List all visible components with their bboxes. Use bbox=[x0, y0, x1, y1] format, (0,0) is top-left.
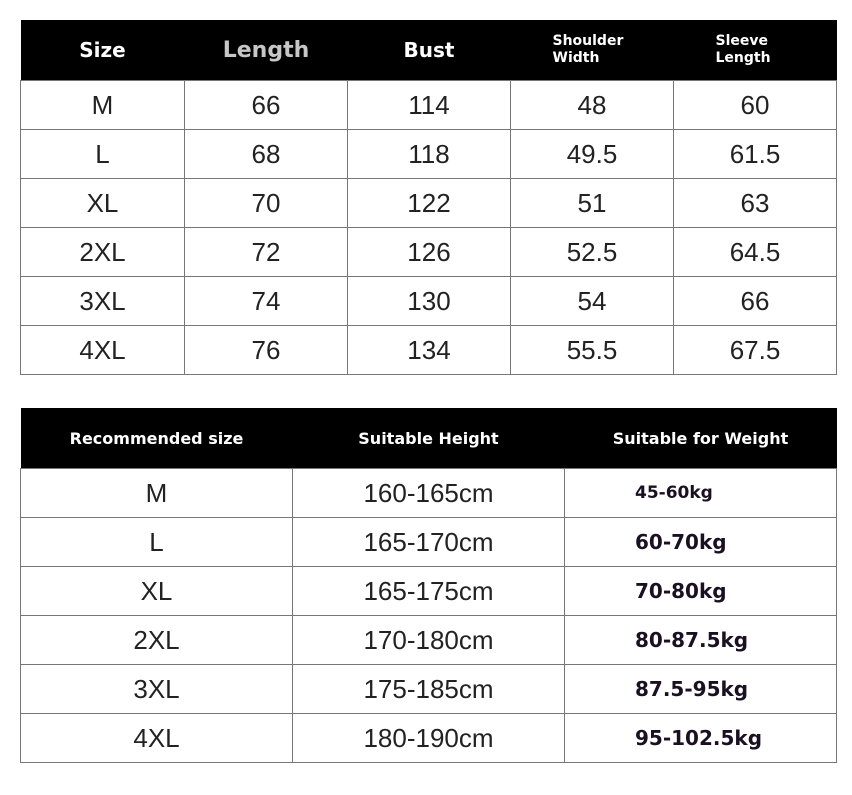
table-row bbox=[21, 130, 837, 179]
cell-size: L bbox=[21, 130, 185, 179]
header-shoulder-line2: Width bbox=[552, 50, 600, 66]
header-sleeve-line2: Length bbox=[715, 50, 771, 66]
cell-height: 180-190cm bbox=[293, 714, 565, 763]
cell-size: 4XL bbox=[21, 326, 185, 375]
cell-shoulder: 54 bbox=[511, 277, 674, 326]
cell-length: 70 bbox=[185, 179, 348, 228]
header-bust: Bust bbox=[348, 20, 511, 81]
cell-weight: 80-87.5kg bbox=[565, 616, 837, 665]
cell-size: 3XL bbox=[21, 665, 293, 714]
cell-height: 160-165cm bbox=[293, 469, 565, 518]
cell-height: 165-175cm bbox=[293, 567, 565, 616]
cell-sleeve: 63 bbox=[674, 179, 837, 228]
cell-weight: 87.5-95kg bbox=[565, 665, 837, 714]
recommend-table-header-row bbox=[21, 408, 837, 469]
header-shoulder-line1: Shoulder bbox=[552, 33, 624, 49]
cell-size: XL bbox=[21, 179, 185, 228]
header-sleeve-length bbox=[674, 20, 837, 81]
cell-bust: 114 bbox=[348, 81, 511, 130]
recommended-size-table bbox=[20, 408, 837, 763]
size-table-header-row bbox=[21, 20, 837, 81]
cell-size: 3XL bbox=[21, 277, 185, 326]
cell-size: M bbox=[21, 469, 293, 518]
table-row bbox=[21, 518, 837, 567]
cell-weight: 70-80kg bbox=[565, 567, 837, 616]
cell-height: 165-170cm bbox=[293, 518, 565, 567]
cell-sleeve: 66 bbox=[674, 277, 837, 326]
cell-shoulder: 55.5 bbox=[511, 326, 674, 375]
table-row bbox=[21, 567, 837, 616]
cell-shoulder: 52.5 bbox=[511, 228, 674, 277]
cell-sleeve: 64.5 bbox=[674, 228, 837, 277]
cell-size: XL bbox=[21, 567, 293, 616]
table-row bbox=[21, 469, 837, 518]
cell-bust: 122 bbox=[348, 179, 511, 228]
size-measurement-table bbox=[20, 20, 837, 375]
cell-height: 170-180cm bbox=[293, 616, 565, 665]
cell-length: 66 bbox=[185, 81, 348, 130]
cell-bust: 130 bbox=[348, 277, 511, 326]
cell-bust: 126 bbox=[348, 228, 511, 277]
header-shoulder-width bbox=[511, 20, 674, 81]
cell-length: 68 bbox=[185, 130, 348, 179]
cell-shoulder: 48 bbox=[511, 81, 674, 130]
table-row bbox=[21, 179, 837, 228]
header-suitable-height: Suitable Height bbox=[293, 408, 565, 469]
cell-size: 2XL bbox=[21, 228, 185, 277]
header-suitable-weight: Suitable for Weight bbox=[565, 408, 837, 469]
cell-size: L bbox=[21, 518, 293, 567]
cell-shoulder: 51 bbox=[511, 179, 674, 228]
cell-size: 2XL bbox=[21, 616, 293, 665]
cell-weight: 60-70kg bbox=[565, 518, 837, 567]
cell-height: 175-185cm bbox=[293, 665, 565, 714]
cell-sleeve: 60 bbox=[674, 81, 837, 130]
header-length: Length bbox=[185, 20, 348, 81]
cell-bust: 118 bbox=[348, 130, 511, 179]
table-row bbox=[21, 714, 837, 763]
table-row bbox=[21, 616, 837, 665]
cell-sleeve: 67.5 bbox=[674, 326, 837, 375]
table-row bbox=[21, 228, 837, 277]
header-recommended-size: Recommended size bbox=[21, 408, 293, 469]
table-row bbox=[21, 81, 837, 130]
cell-weight: 95-102.5kg bbox=[565, 714, 837, 763]
cell-length: 74 bbox=[185, 277, 348, 326]
cell-size: M bbox=[21, 81, 185, 130]
cell-sleeve: 61.5 bbox=[674, 130, 837, 179]
cell-length: 76 bbox=[185, 326, 348, 375]
cell-size: 4XL bbox=[21, 714, 293, 763]
header-sleeve-line1: Sleeve bbox=[715, 33, 768, 49]
cell-shoulder: 49.5 bbox=[511, 130, 674, 179]
cell-length: 72 bbox=[185, 228, 348, 277]
table-row bbox=[21, 326, 837, 375]
cell-bust: 134 bbox=[348, 326, 511, 375]
table-row bbox=[21, 665, 837, 714]
table-row bbox=[21, 277, 837, 326]
cell-weight: 45-60kg bbox=[565, 469, 837, 518]
header-size: Size bbox=[21, 20, 185, 81]
